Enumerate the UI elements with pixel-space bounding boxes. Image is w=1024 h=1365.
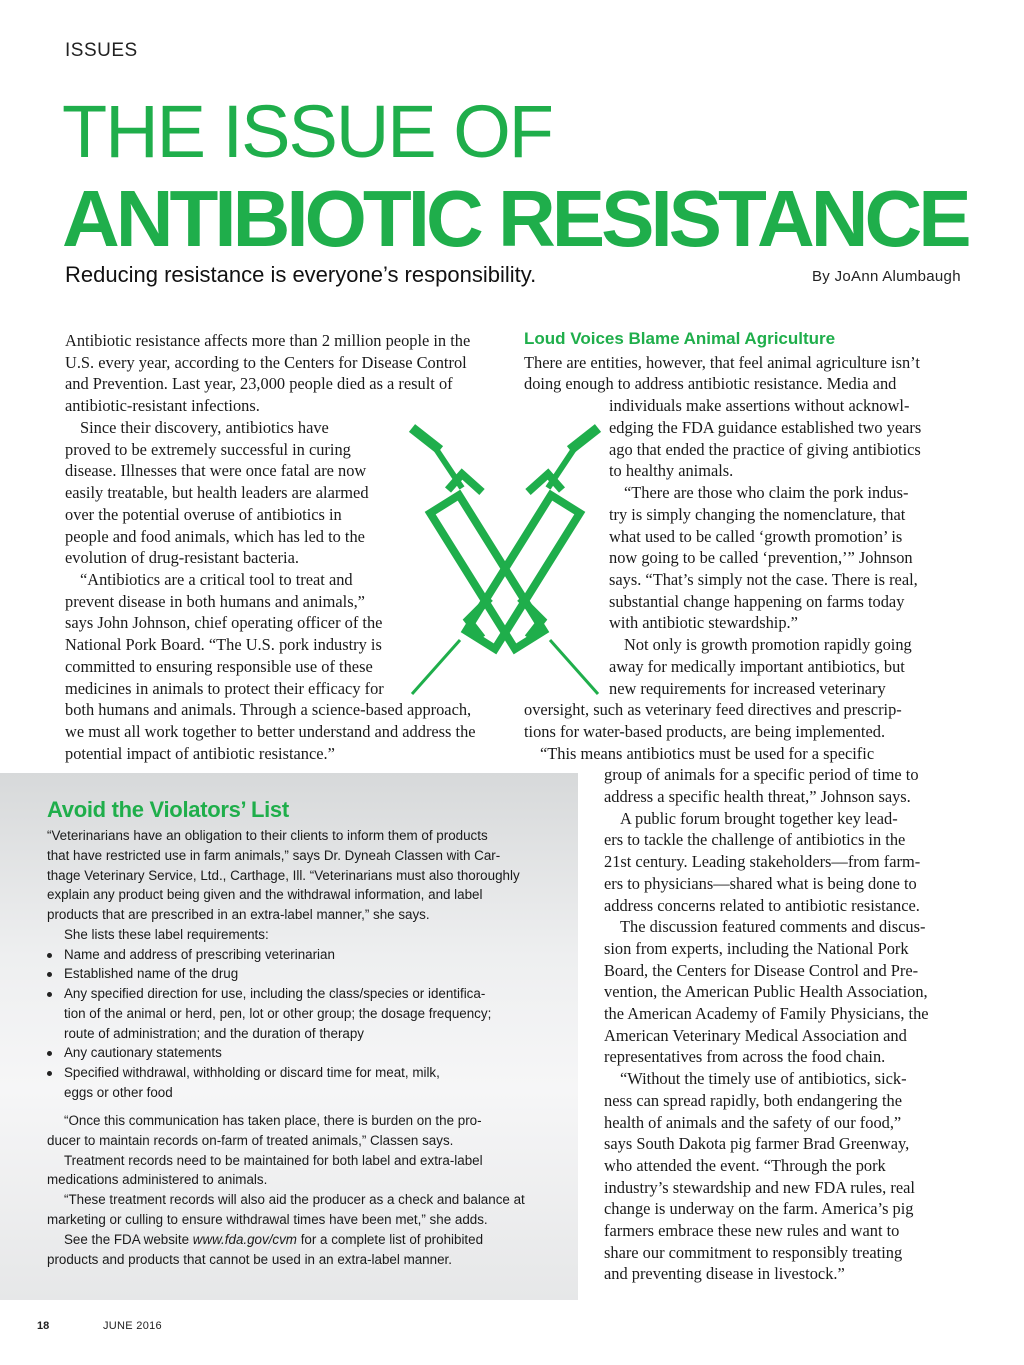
body-line: change is underway on the farm. America’s pig [604, 1199, 914, 1218]
sidebar-line: Treatment records need to be maintained for both label and extra-label [64, 1153, 483, 1168]
body-line: ago that ended the practice of giving antibiotics [609, 440, 921, 459]
body-line: vention, the American Public Health Association, [604, 982, 928, 1001]
body-line: antibiotic-resistant infections. [65, 396, 260, 415]
sidebar-line: ducer to maintain records on-farm of treated animals,” Classen says. [47, 1133, 454, 1148]
sidebar-line: products that are prescribed in an extra-label manner,” she says. [47, 907, 430, 922]
crossed-syringes-icon [400, 410, 610, 700]
bullet-icon [47, 1051, 52, 1056]
body-line: both humans and animals. Through a science-based approach, [65, 700, 472, 719]
sidebar-line: “These treatment records will also aid the producer as a check and balance at [64, 1192, 525, 1207]
body-line: “This means antibiotics must be used for a specific [540, 744, 875, 763]
body-line: health of animals and the safety of our food,” [604, 1113, 902, 1132]
page-title-line-2: ANTIBIOTIC RESISTANCE [62, 174, 968, 263]
sidebar-heading: Avoid the Violators’ List [47, 797, 289, 822]
body-line: address a specific health threat,” Johnson says. [604, 787, 911, 806]
body-line: Since their discovery, antibiotics have [80, 418, 329, 437]
sidebar-line: medications administered to animals. [47, 1172, 268, 1187]
sidebar-line: products and products that cannot be used in an extra-label manner. [47, 1252, 452, 1267]
body-line: substantial change happening on farms today [609, 592, 905, 611]
body-line: now going to be called ‘prevention,’” Johnson [609, 548, 913, 567]
bullet-icon [47, 992, 52, 997]
sidebar-line: She lists these label requirements: [64, 927, 269, 942]
sidebar-list-item: eggs or other food [64, 1085, 173, 1100]
sidebar-list-item: tion of the animal or herd, pen, lot or other group; the dosage frequency; [64, 1006, 492, 1021]
body-line: says. “That’s simply not the case. There is real, [609, 570, 918, 589]
sidebar-list-item: Name and address of prescribing veterinarian [64, 947, 335, 962]
body-line: U.S. every year, according to the Centers for Disease Control [65, 353, 467, 372]
body-line: says John Johnson, chief operating officer of the [65, 613, 383, 632]
body-line: with antibiotic stewardship.” [609, 613, 798, 632]
body-line: what used to be called ‘growth promotion’ is [609, 527, 903, 546]
body-line: ness can spread rapidly, both endangering the [604, 1091, 902, 1110]
body-line: doing enough to address antibiotic resistance. Media and [524, 374, 897, 393]
body-line: The discussion featured comments and discus- [620, 917, 926, 936]
body-line: over the potential overuse of antibiotics in [65, 505, 342, 524]
body-line: evolution of drug-resistant bacteria. [65, 548, 299, 567]
section-label: ISSUES [65, 40, 138, 61]
sidebar-line: “Once this communication has taken place, there is burden on the pro- [64, 1113, 482, 1128]
sidebar-list-item: Any specified direction for use, including the class/species or identifica- [64, 986, 486, 1001]
body-line: new requirements for increased veterinary [609, 679, 886, 698]
body-line: says South Dakota pig farmer Brad Greenway, [604, 1134, 910, 1153]
bullet-icon [47, 1071, 52, 1076]
body-line: potential impact of antibiotic resistance.” [65, 744, 335, 763]
body-line: individuals make assertions without acknowl- [609, 396, 910, 415]
body-line: people and food animals, which has led to the [65, 527, 365, 546]
body-line: “Antibiotics are a critical tool to treat and [80, 570, 353, 589]
body-line: oversight, such as veterinary feed directives and prescrip- [524, 700, 902, 719]
sidebar-list-item: Established name of the drug [64, 966, 239, 981]
body-line: away for medically important antibiotics, but [609, 657, 905, 676]
body-line: share our commitment to responsibly treating [604, 1243, 903, 1262]
byline: By JoAnn Alumbaugh [812, 268, 961, 285]
body-line: we must all work together to better understand and address the [65, 722, 476, 741]
sidebar-line: thage Veterinary Service, Ltd., Carthage, Ill. “Veterinarians must also thoroughly [47, 868, 520, 883]
issue-date: JUNE 2016 [103, 1320, 162, 1332]
body-line: Not only is growth promotion rapidly going [624, 635, 912, 654]
sidebar-line: that have restricted use in farm animals,” says Dr. Dyneah Classen with Car- [47, 848, 501, 863]
body-line: There are entities, however, that feel animal agriculture isn’t [524, 353, 920, 372]
page-title-line-1: THE ISSUE OF [62, 90, 552, 173]
body-line: committed to ensuring responsible use of these [65, 657, 373, 676]
body-line: sion from experts, including the National Pork [604, 939, 909, 958]
body-line: A public forum brought together key lead- [620, 809, 898, 828]
body-line: representatives from across the food chain. [604, 1047, 886, 1066]
sidebar-text: See the FDA website [64, 1232, 193, 1247]
sidebar-line: marketing or culling to ensure withdrawal times have been met,” she adds. [47, 1212, 488, 1227]
body-line: Antibiotic resistance affects more than 2 million people in the [65, 331, 471, 350]
body-line: the American Academy of Family Physicians, the [604, 1004, 929, 1023]
body-line: edging the FDA guidance established two years [609, 418, 922, 437]
sidebar-line: “Veterinarians have an obligation to their clients to inform them of products [47, 828, 488, 843]
body-line: easily treatable, but health leaders are alarmed [65, 483, 369, 502]
fda-link[interactable]: www.fda.gov/cvm [192, 1232, 297, 1247]
sidebar-list-item: Any cautionary statements [64, 1045, 222, 1060]
body-line: try is simply changing the nomenclature, that [609, 505, 906, 524]
body-line: disease. Illnesses that were once fatal are now [65, 461, 367, 480]
body-line: ers to physicians—shared what is being done to [604, 874, 917, 893]
body-line: American Veterinary Medical Association and [604, 1026, 907, 1045]
body-line: 21st century. Leading stakeholders—from farm- [604, 852, 921, 871]
sidebar-list-item: Specified withdrawal, withholding or discard time for meat, milk, [64, 1065, 440, 1080]
body-line: proved to be extremely successful in curing [65, 440, 351, 459]
sidebar-line: explain any product being given and the withdrawal information, and label [47, 887, 483, 902]
body-line: farmers embrace these new rules and want to [604, 1221, 900, 1240]
body-line: prevent disease in both humans and animals,” [65, 592, 365, 611]
body-line: and preventing disease in livestock.” [604, 1264, 845, 1283]
page-number: 18 [37, 1320, 50, 1332]
bullet-icon [47, 953, 52, 958]
body-line: to healthy animals. [609, 461, 734, 480]
body-line: National Pork Board. “The U.S. pork industry is [65, 635, 382, 654]
body-line: Board, the Centers for Disease Control and Pre- [604, 961, 919, 980]
bullet-icon [47, 972, 52, 977]
body-line: and Prevention. Last year, 23,000 people died as a result of [65, 374, 453, 393]
body-line: who attended the event. “Through the pork [604, 1156, 886, 1175]
sidebar-text: for a complete list of prohibited [296, 1232, 484, 1247]
article-subtitle: Reducing resistance is everyone’s responsibility. [65, 262, 537, 287]
body-line: tions for water-based products, are being implemented. [524, 722, 886, 741]
body-line: ers to tackle the challenge of antibiotics in the [604, 830, 906, 849]
body-line: “There are those who claim the pork indus- [624, 483, 909, 502]
body-line: “Without the timely use of antibiotics, sick- [620, 1069, 907, 1088]
section-heading: Loud Voices Blame Animal Agriculture [524, 329, 836, 348]
body-line: address concerns related to antibiotic resistance. [604, 896, 920, 915]
body-line: medicines in animals to protect their efficacy for [65, 679, 384, 698]
body-line: group of animals for a specific period of time to [604, 765, 919, 784]
body-line: industry’s stewardship and new FDA rules, real [604, 1178, 915, 1197]
sidebar-list-item: route of administration; and the duration of therapy [64, 1026, 364, 1041]
sidebar-line [64, 1230, 483, 1250]
